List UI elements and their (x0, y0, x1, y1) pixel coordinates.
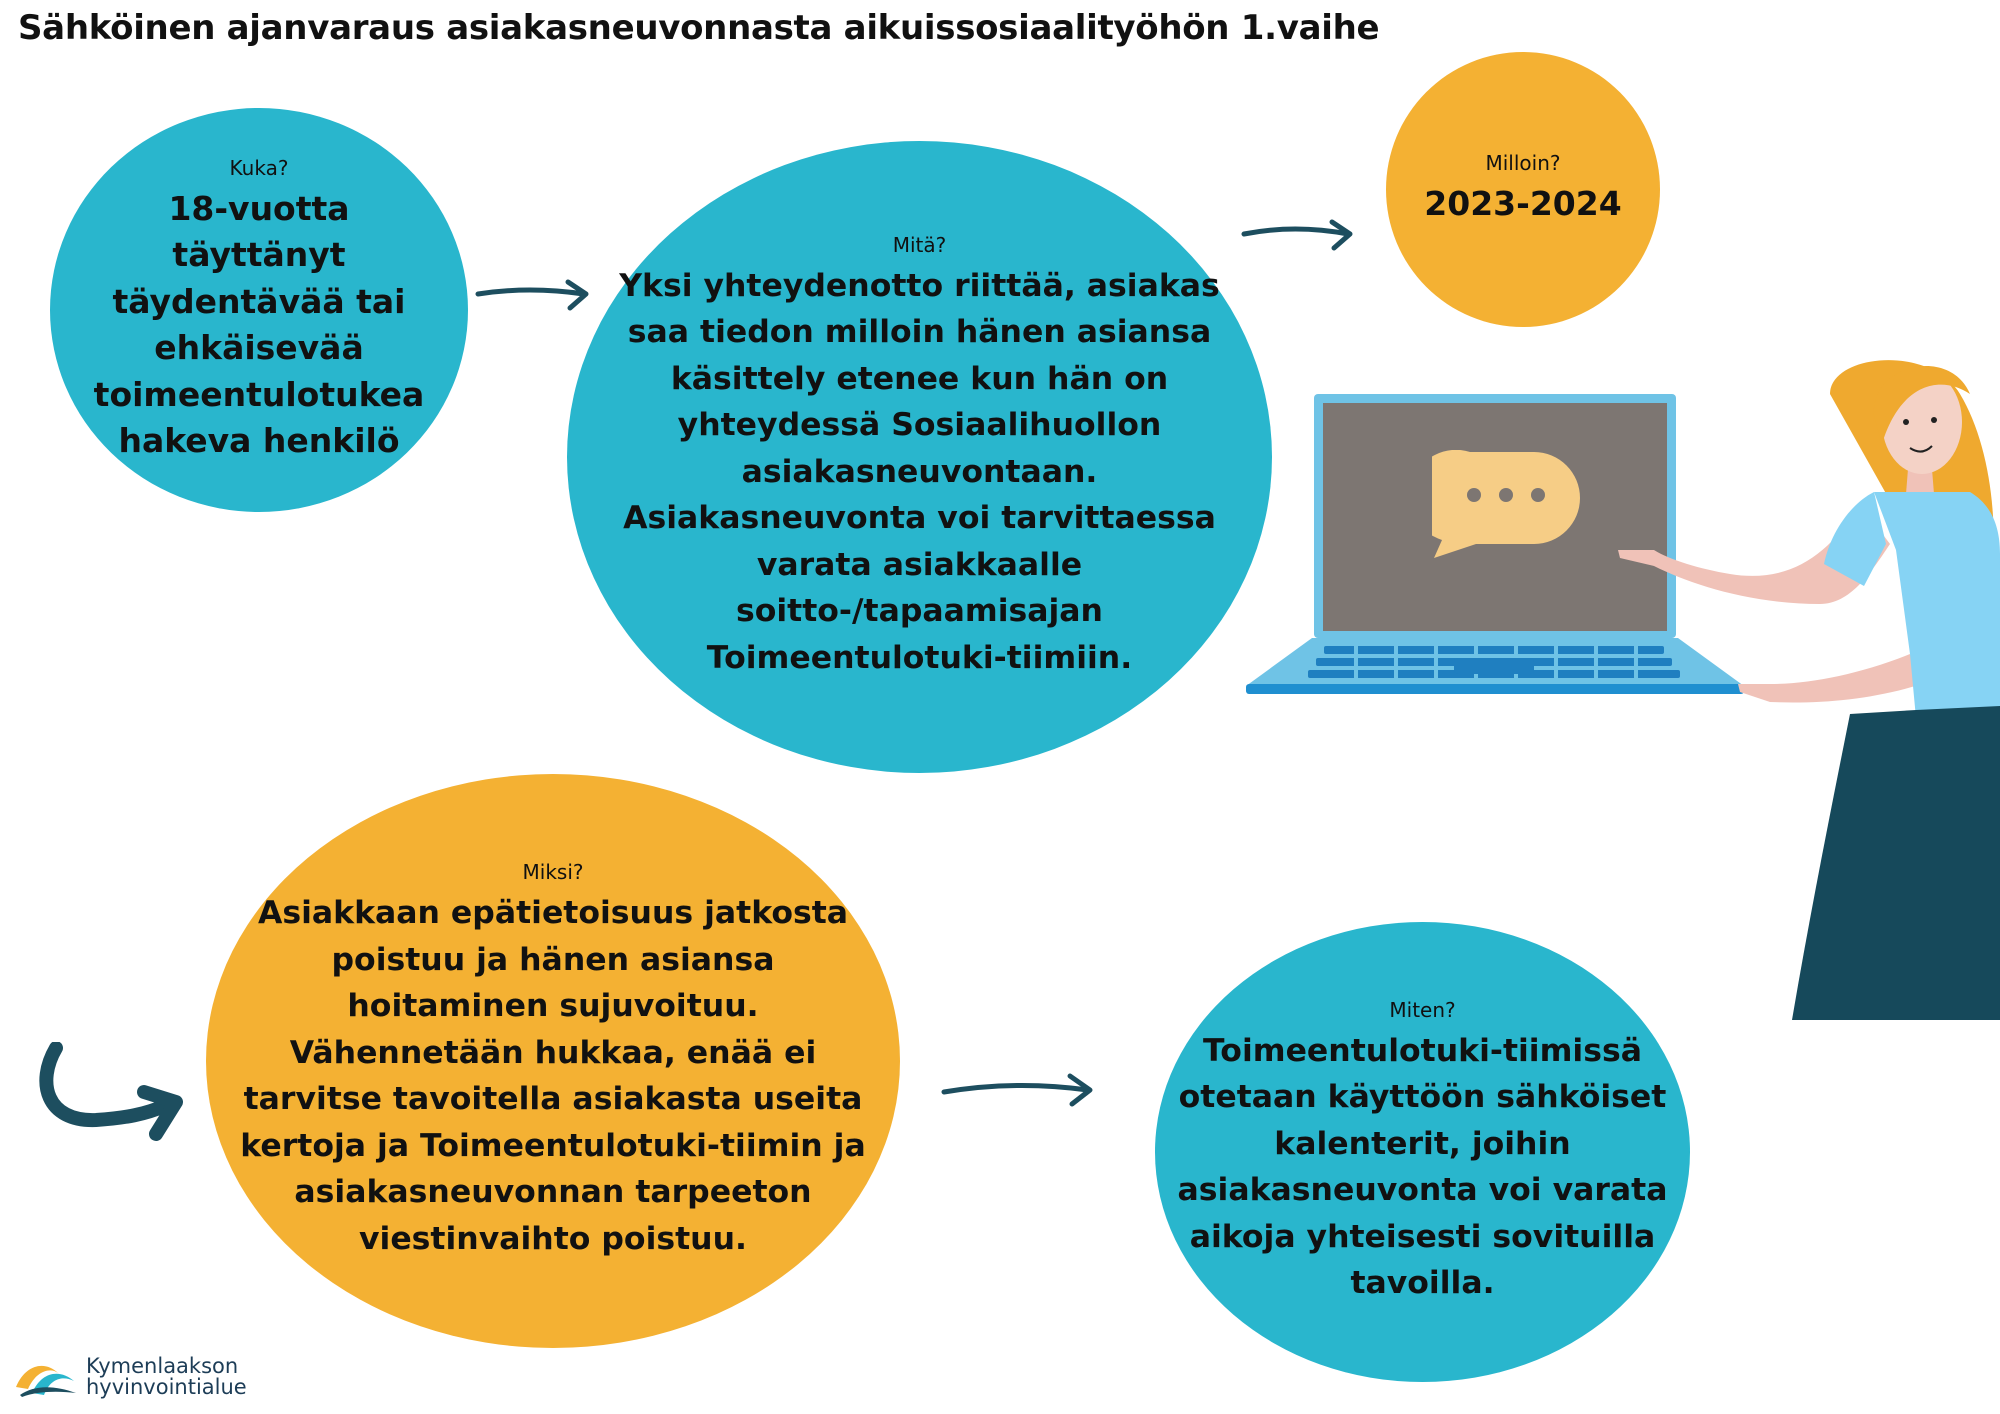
question-label: Kuka? (229, 155, 289, 180)
answer-text: Toimeentulotuki-tiimissä otetaan käyttöön sähköiset kalenterit, joihin asiakasneuvonta voi varata aikoja yhteisesti sovituilla tavoilla. (1177, 1032, 1668, 1301)
question-label: Miten? (1389, 997, 1456, 1022)
answer-text: Yksi yhteydenotto riittää, asiakas saa tiedon milloin hänen asiansa käsittely etenee kun hän on yhteydessä Sosiaalihuollon asiakasneuvontaan. Asiakasneuvonta voi tarvittaessa varata asiakkaalle soitto-/tapaamisajan Toimeentulotuki-tiimiin. (619, 267, 1220, 676)
answer-text: Asiakkaan epätietoisuus jatkosta poistuu ja hänen asiansa hoitaminen sujuvoituu. Vähennetään hukkaa, enää ei tarvitse tavoitella asiakasta useita kertoja ja Toimeentulotuki-tiimin ja asiakasneuvonnan tarpeeton viestinvaihto poistuu. (240, 895, 866, 1257)
page-title: Sähköinen ajanvaraus asiakasneuvonnasta aikuissosiaalityöhön 1.vaihe (18, 8, 1380, 48)
logo-wave-icon (14, 1357, 78, 1397)
question-label: Mitä? (892, 232, 947, 257)
bubble-miksi (206, 774, 900, 1348)
bubble-milloin (1386, 52, 1660, 327)
bubble-mita (567, 141, 1272, 773)
arrow-icon (940, 1070, 1095, 1112)
arrow-icon (1240, 218, 1355, 258)
logo-text-line2: hyvinvointialue (86, 1375, 247, 1399)
curved-arrow-icon (36, 1042, 186, 1152)
woman-illustration (1530, 354, 2000, 1024)
logo-text-line1: Kymenlaakson (86, 1354, 239, 1378)
arrow-icon (474, 278, 592, 318)
logo (14, 1356, 247, 1398)
bubble-kuka (50, 108, 468, 512)
answer-text: 18-vuotta täyttänyt täydentävää tai ehkäisevää toimeentulotukea hakeva henkilö (93, 188, 425, 460)
answer-text: 2023-2024 (1424, 184, 1622, 224)
question-label: Miksi? (522, 860, 584, 884)
question-label: Milloin? (1485, 151, 1561, 176)
